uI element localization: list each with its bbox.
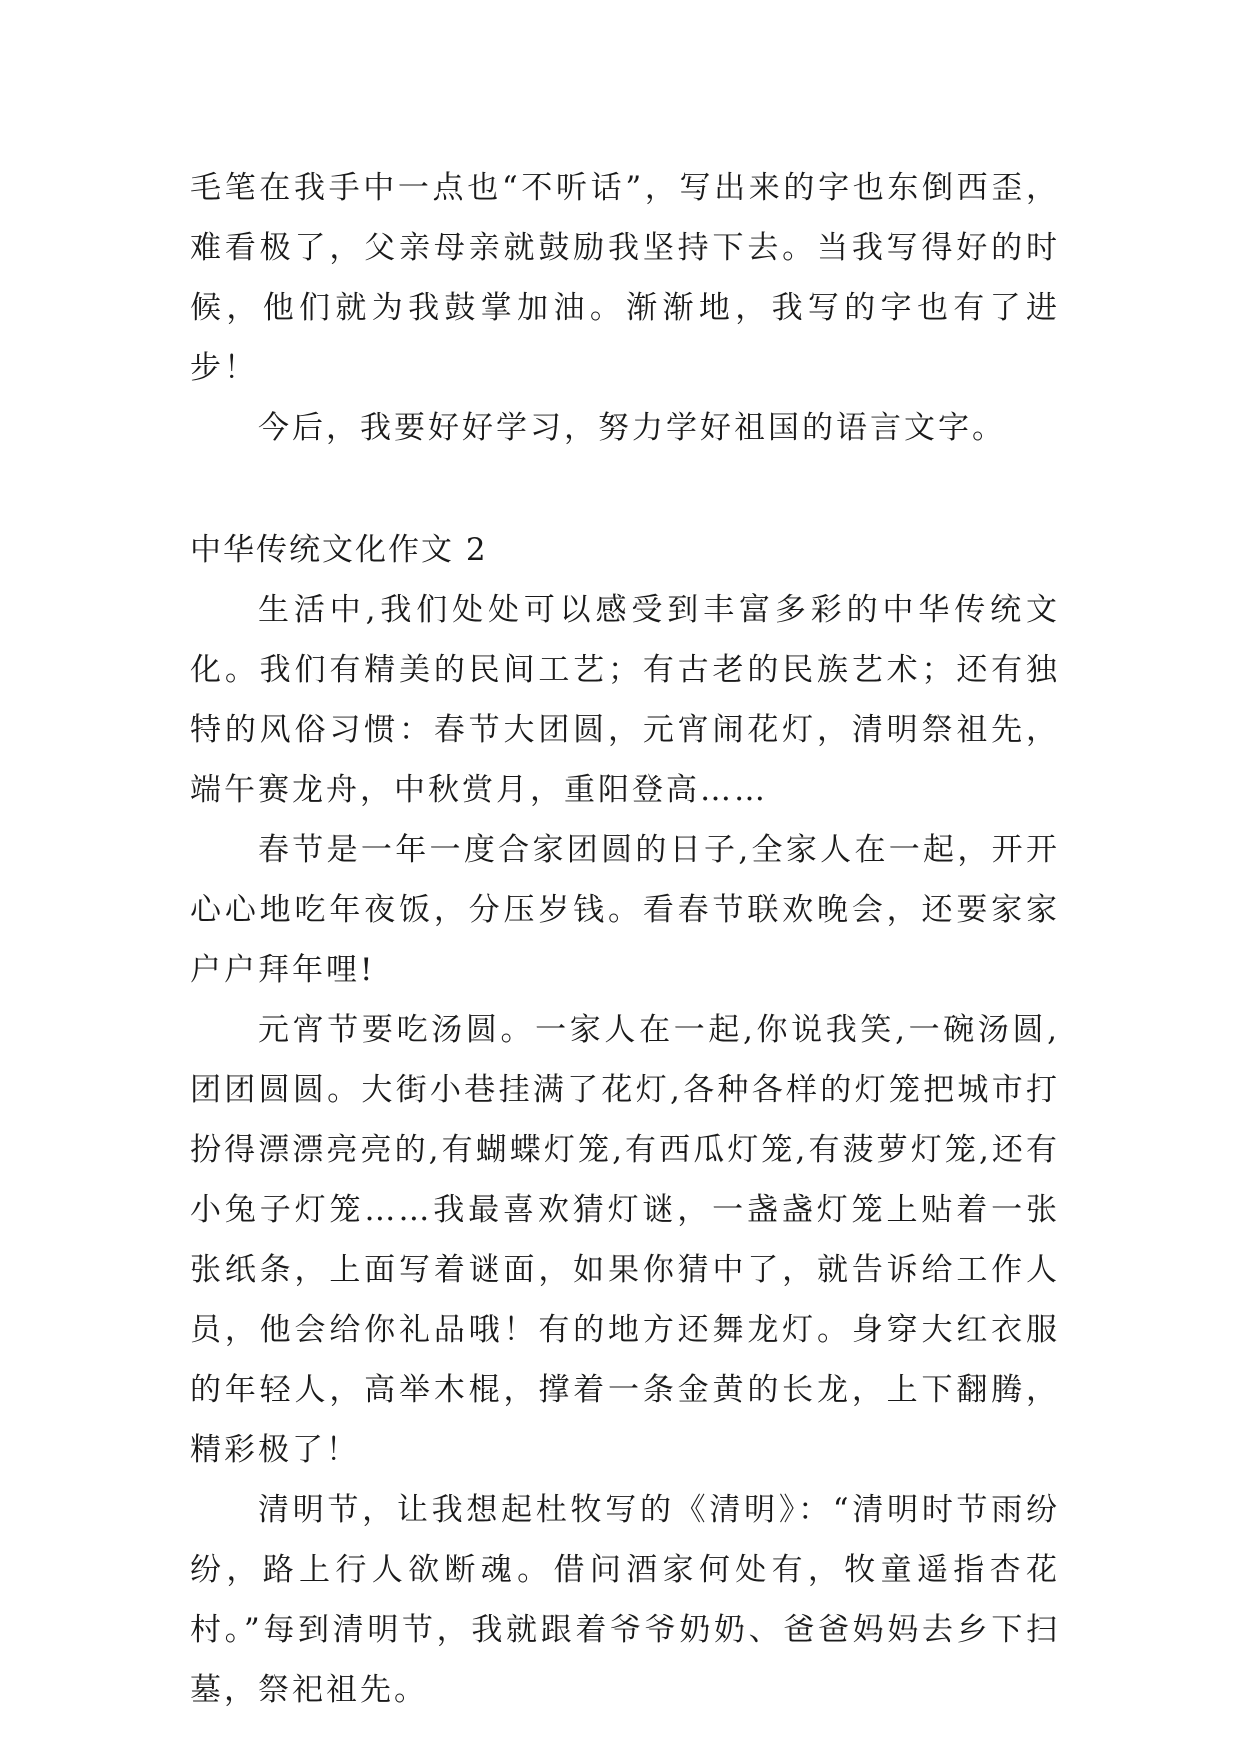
paragraph: 今后，我要好好学习，努力学好祖国的语言文字。 xyxy=(258,410,1006,446)
paragraph: 毛笔在我手中一点也“不听话”，写出来的字也东倒西歪，难看极了，父亲母亲就鼓励我坚持下去。当我写得好的时候，他们就为我鼓掌加油。渐渐地，我写的字也有了进步！ xyxy=(190,170,1060,386)
paragraph: 春节是一年一度合家团圆的日子,全家人在一起，开开心心地吃年夜饭，分压岁钱。看春节联欢晚会，还要家家户户拜年哩! xyxy=(190,832,1060,988)
paragraph: 清明节，让我想起杜牧写的《清明》：“清明时节雨纷纷，路上行人欲断魂。借问酒家何处有，牧童遥指杏花村。”每到清明节，我就跟着爷爷奶奶、爸爸妈妈去乡下扫墓，祭祀祖先。 xyxy=(190,1492,1060,1708)
section-gap xyxy=(190,458,1060,520)
section-title: 中华传统文化作文 2 xyxy=(190,532,488,568)
document-body xyxy=(190,158,1060,1720)
paragraph: 元宵节要吃汤圆。一家人在一起,你说我笑,一碗汤圆,团团圆圆。大街小巷挂满了花灯,各种各样的灯笼把城市打扮得漂漂亮亮的,有蝴蝶灯笼,有西瓜灯笼,有菠萝灯笼,还有小兔子灯笼……我最喜欢猜灯谜，一盏盏灯笼上贴着一张张纸条，上面写着谜面，如果你猜中了，就告诉给工作人员，他会给你礼品哦！有的地方还舞龙灯。身穿大红衣服的年轻人，高举木棍，撑着一条金黄的长龙，上下翻腾，精彩极了！ xyxy=(190,1012,1060,1468)
paragraph: 生活中,我们处处可以感受到丰富多彩的中华传统文化。我们有精美的民间工艺；有古老的民族艺术；还有独特的风俗习惯：春节大团圆，元宵闹花灯，清明祭祖先，端午赛龙舟，中秋赏月，重阳登高…… xyxy=(190,592,1060,808)
